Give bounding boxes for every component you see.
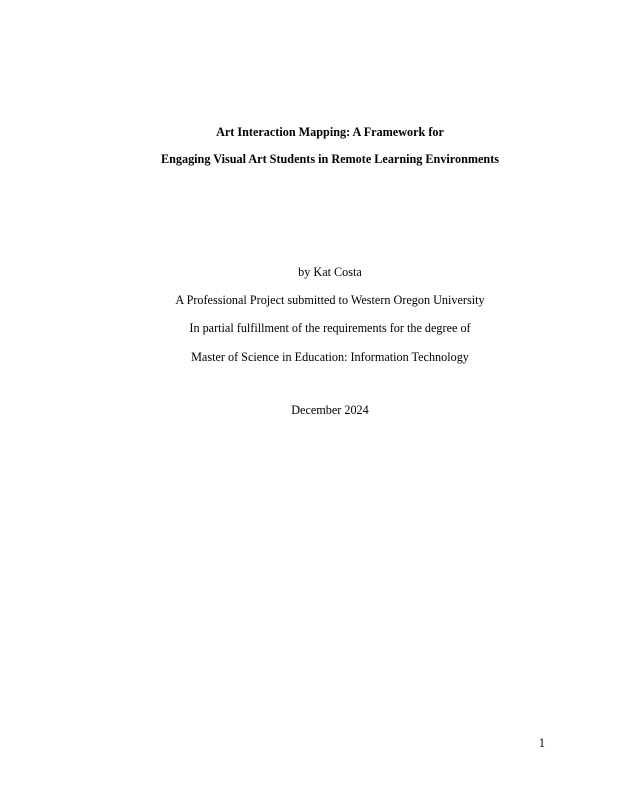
title-line-2: Engaging Visual Art Students in Remote Learning Environments (160, 152, 500, 166)
publication-date: December 2024 (291, 403, 369, 417)
date-block (42, 396, 618, 424)
title-block (42, 119, 618, 173)
title-line-1: Art Interaction Mapping: A Framework for (216, 125, 444, 139)
submission-block (42, 258, 618, 371)
byline: by Kat Costa (298, 265, 362, 279)
degree-line: Master of Science in Education: Information Technology (191, 349, 469, 364)
submission-line-1: A Professional Project submitted to Western Oregon University (175, 293, 485, 308)
submission-line-2: In partial fulfillment of the requirements for the degree of (189, 321, 471, 336)
page-number: 1 (538, 736, 545, 750)
